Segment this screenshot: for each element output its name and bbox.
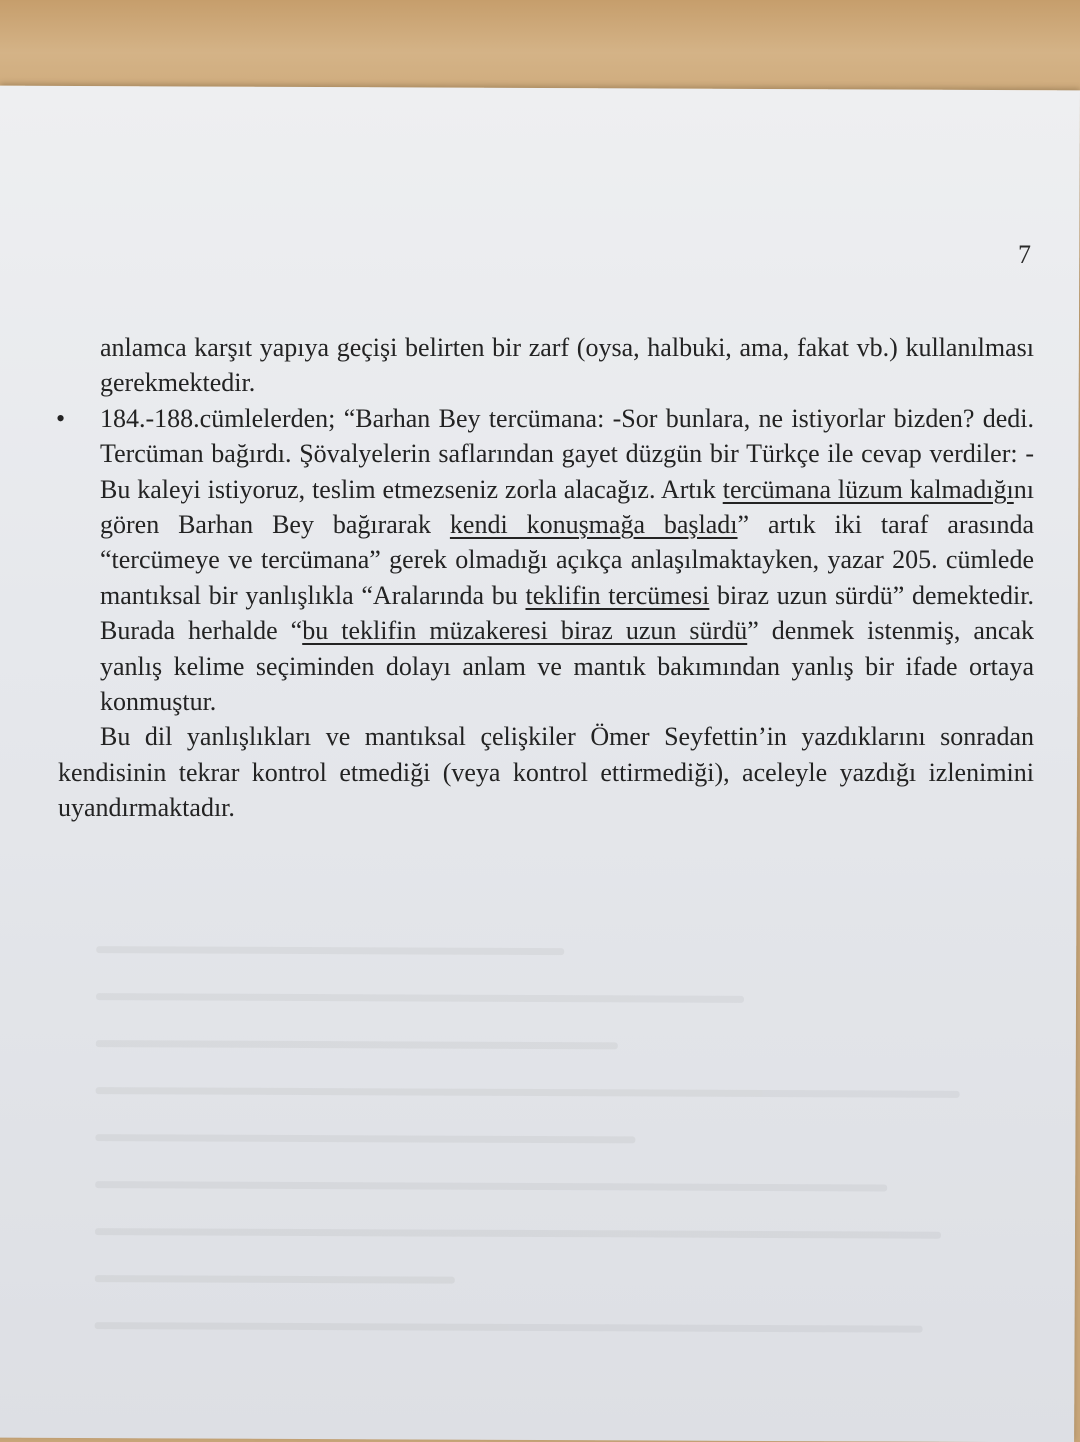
continuation-paragraph: anlamca karşıt yapıya geçişi belirten bir zarf (oysa, halbuki, ama, fakat vb.) kullanılması gerekmektedir.: [100, 333, 1034, 398]
page-number: 7: [1018, 240, 1031, 269]
underlined-phrase-4: bu teklifin müzakeresi biraz uzun sürdü: [302, 616, 748, 646]
bullet-item: [58, 401, 1034, 720]
closing-paragraph: Bu dil yanlışlıkları ve mantıksal çelişkiler Ömer Seyfettin’in yazdıklarını sonradan kendisinin tekrar kontrol etmediği (veya kontrol ettirmediği), aceleyle yazdığı izlenimini uyandırmaktadır.: [58, 722, 1034, 823]
bullet-text-part-2: nı gören Barhan Bey bağırarak: [100, 474, 1034, 540]
bullet-text-part-5: ” denmek istenmiş, ancak yanlış kelime seçiminden dolayı anlam ve mantık bakımından yanlış bir ifade ortaya konmuştur.: [100, 616, 1034, 717]
bullet-text-part-1: 184.-188.cümlelerden; “Barhan Bey tercümana: -Sor bunlara, ne istiyorlar bizden? dedi. Tercüman bağırdı. Şövalyelerin saflarından gayet düzgün bir Türkçe ile cevap verdiler: - Bu kaleyi istiyoruz, teslim etmezseniz zorla alacağız. Artık: [100, 403, 1034, 504]
bullet-text-part-3: ” artık iki taraf arasında “tercümeye ve tercümana” gerek olmadığı açıkça anlaşılmaktayken, yazar 205. cümlede mantıksal bir yanlışlıkla “Aralarında bu: [100, 510, 1034, 610]
document-body: [58, 330, 1034, 826]
show-through-text: [94, 946, 996, 1390]
bullet-text-part-4: biraz uzun sürdü” demektedir. Burada herhalde “: [100, 580, 1034, 646]
underlined-phrase-2: kendi konuşmağa başladı: [449, 510, 738, 540]
underlined-phrase-3: teklifin tercümesi: [525, 580, 710, 610]
desk-background: [0, 0, 1080, 96]
bullet-marker: •: [56, 403, 66, 433]
underlined-phrase-1: tercümana lüzum kalmadığı: [722, 474, 1014, 504]
